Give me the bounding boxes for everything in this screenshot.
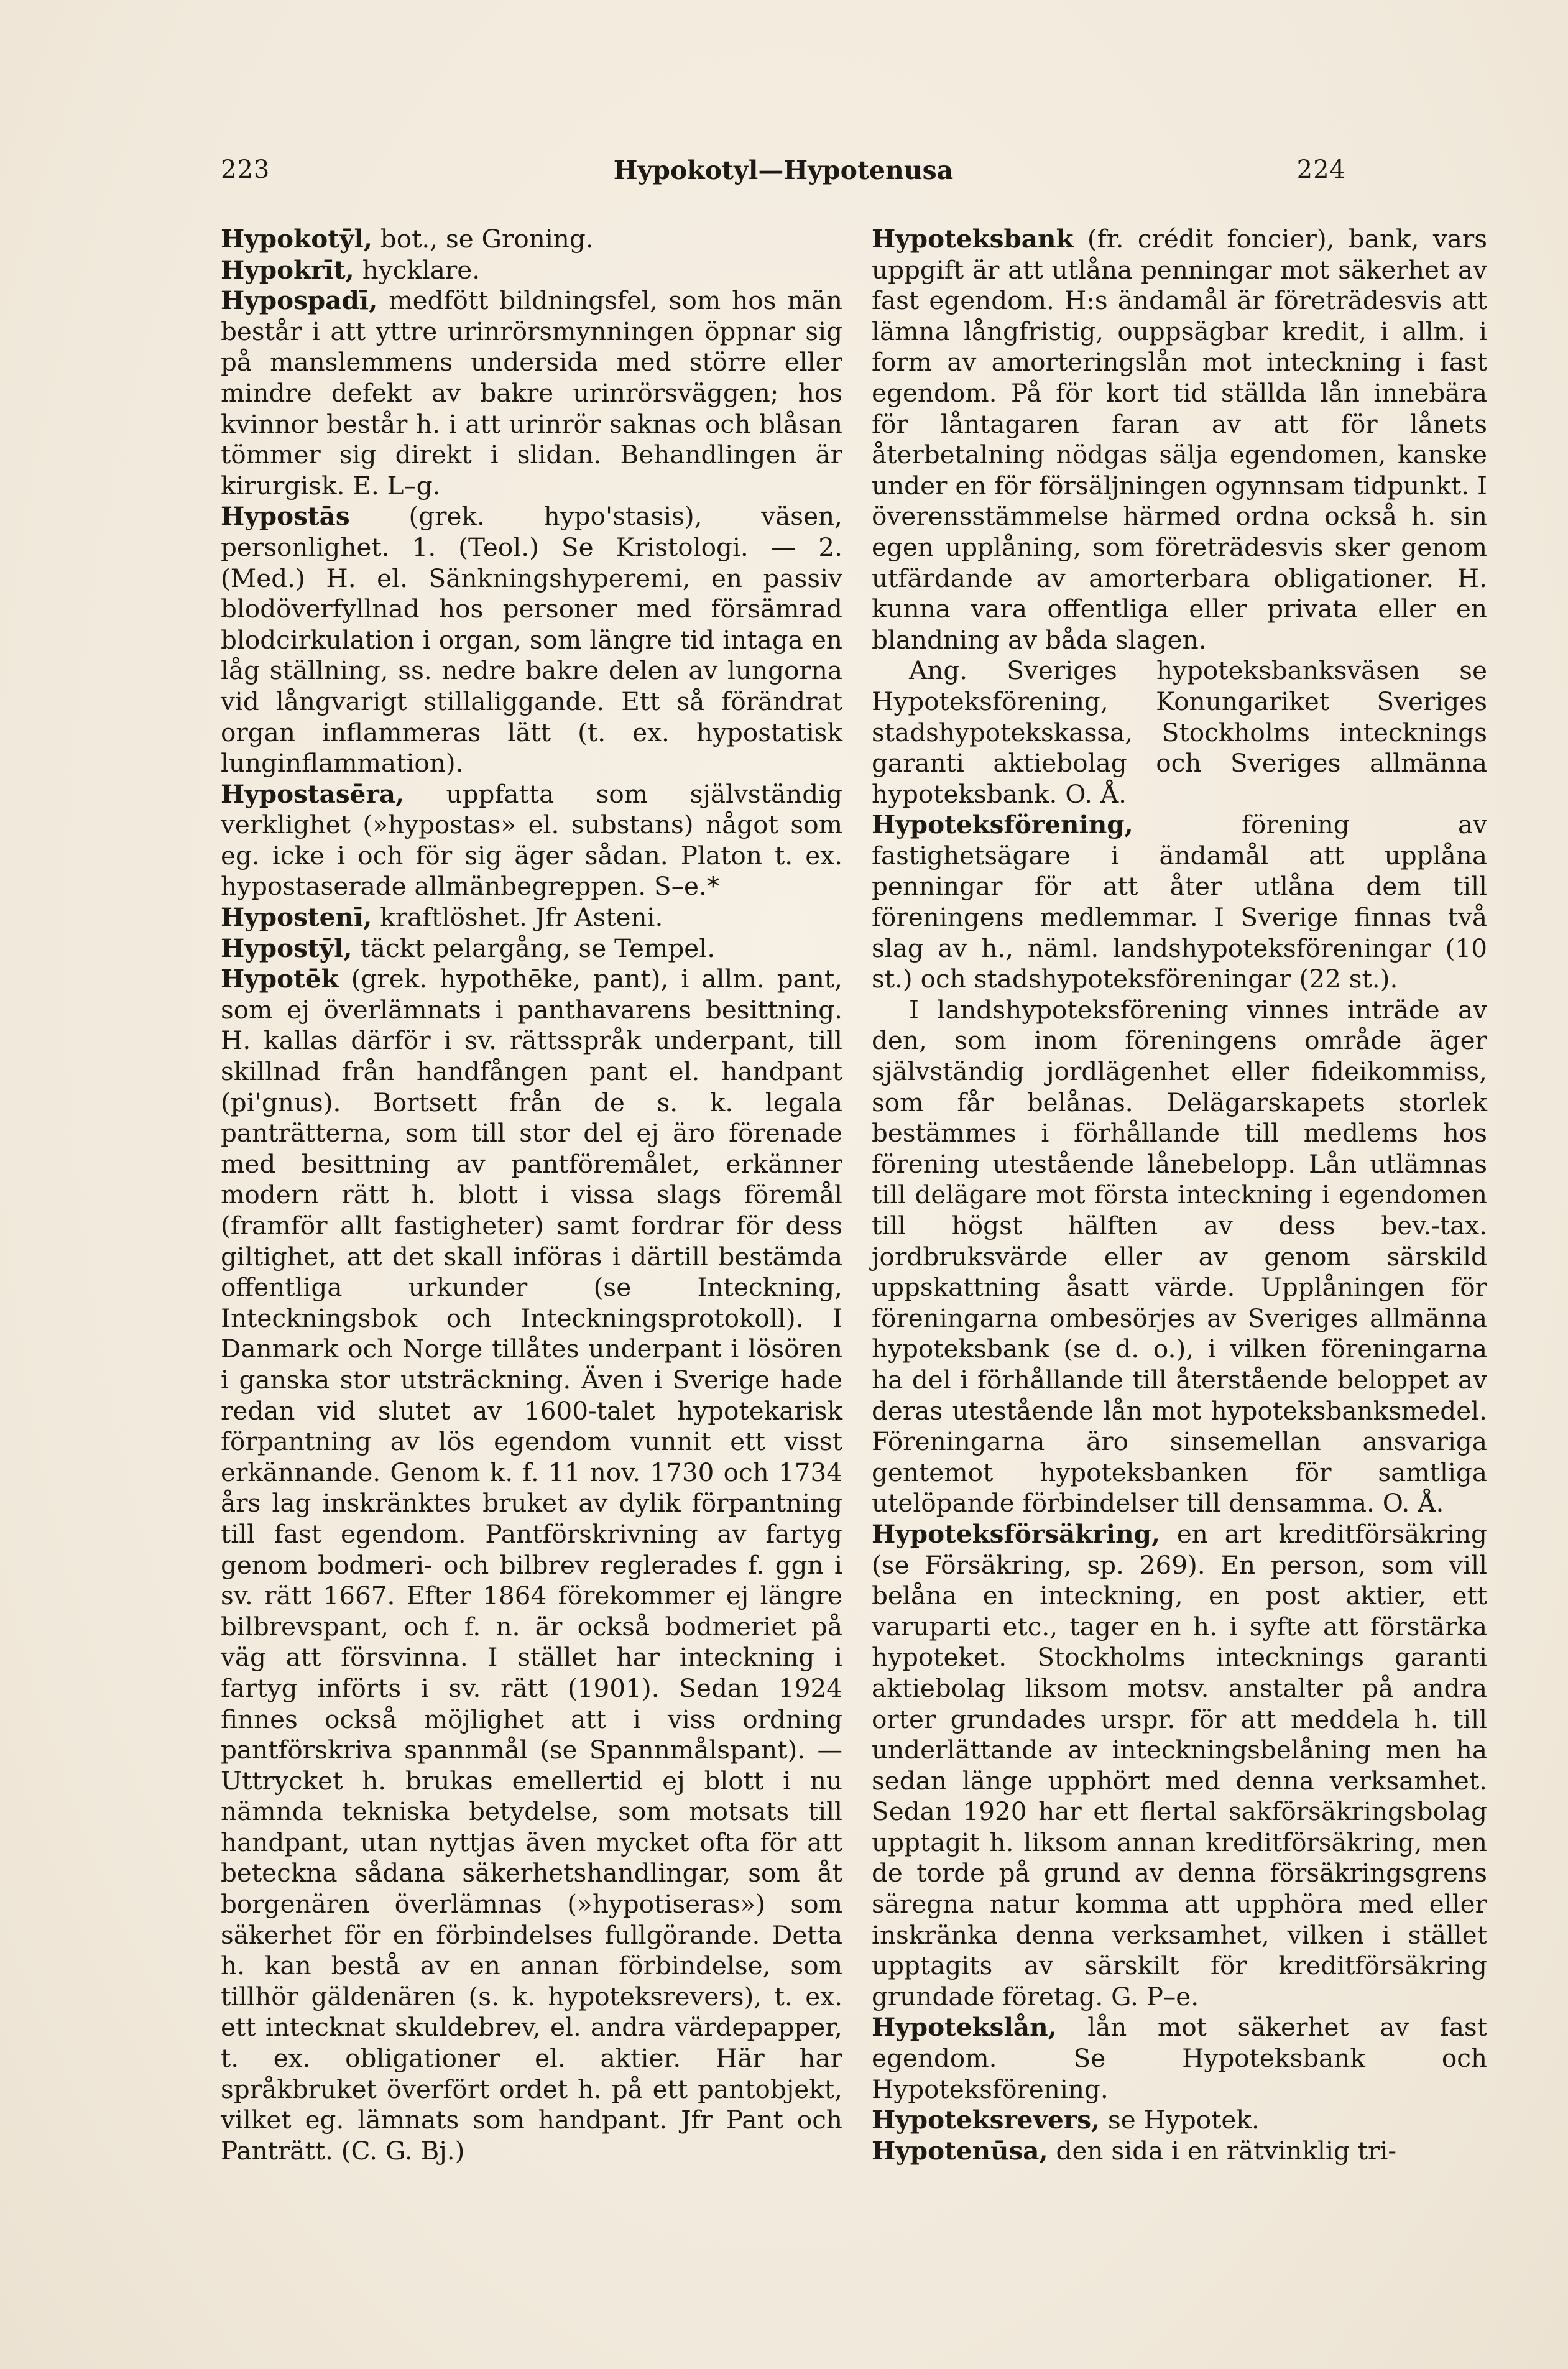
entry-hypokrit [221, 255, 842, 286]
entry-text: förening av fastighetsägare i ändamål att upplåna penningar för att åter utlåna dem till föreningens medlemmar. I Sverige finnas två slag av h., näml. landshypoteksföreningar (10 st.) och stadshypoteksföreningar (22 st.). [872, 810, 1487, 994]
right-column [872, 224, 1487, 2166]
headword: Hypoteksförsäkring, [872, 1518, 1160, 1549]
entry-hypoteksforening [872, 810, 1487, 995]
headword: Hypokrīt, [221, 254, 354, 285]
entry-text: en art kreditförsäkring (se Försäkring, sp. 269). En person, som vill belåna en inteckning, en post aktier, ett varuparti etc., tager en h. i syfte att förstärka hypoteket. Stockholms intecknings garanti aktiebolag liksom motsv. anstalter på andra orter grundades urspr. för att meddela h. till underlättande av inteckningsbelåning men ha sedan länge upphört med denna verksamhet. Sedan 1920 har ett flertal sakförsäkringsbolag upptagit h. liksom annan kreditförsäkring, men de torde på grund av denna försäkringsgrens säregna natur komma att upphöra med eller inskränka denna verksamhet, vilken i stället upptagits av särskilt för kreditförsäkring grundade företag. G. P–e. [872, 1518, 1487, 2011]
entry-hypostas [221, 501, 842, 778]
entry-text: (fr. crédit foncier), bank, vars uppgift är att utlåna penningar mot säkerhet av fast egendom. H:s ändamål är företrädesvis att lämna långfristig, ouppsägbar kredit, i allm. i form av amorteringslån mot inteckning i fast egendom. På för kort tid ställda lån innebära för låntagaren faran av att för lånets återbetalning nödgas sälja egendomen, kanske under en för försäljningen ogynnsam tidpunkt. I överensstämmelse härmed ordna också h. sin egen upplåning, som företrädesvis sker genom utfärdande av amorterbara obligationer. H. kunna vara offentliga eller privata eller en blandning av båda slagen. [872, 224, 1487, 655]
entry-hypoteksbank-continued [872, 655, 1487, 810]
entry-text: bot., se Groning. [372, 224, 594, 254]
headword: Hypotekslån, [872, 2012, 1057, 2043]
entry-hypostyl [221, 933, 842, 964]
left-column [221, 224, 842, 2166]
entry-text: Ang. Sveriges hypoteksbanksväsen se Hypoteksförening, Konungariket Sveriges stadshypotekskassa, Stockholms intecknings garanti aktiebolag och Sveriges allmänna hypoteksbank. O. Å. [872, 655, 1487, 809]
headword: Hypotenūsa, [872, 2135, 1048, 2166]
entry-hypoteksforsakring [872, 1519, 1487, 2013]
entry-hypotekslan [872, 2012, 1487, 2105]
entry-hypostení [221, 902, 842, 933]
headword: Hypoteksrevers, [872, 2105, 1100, 2135]
entry-text: (grek. hypothēke, pant), i allm. pant, som ej överlämnats i panthavarens besittning. H. kallas därför i sv. rättsspråk underpant, till skillnad från handfången pant el. handpant (pi'gnus). Bortsett från de s. k. legala panträtterna, som till stor del ej äro förenade med besittning av pantföremålet, erkänner modern rätt h. blott i vissa slags föremål (framför allt fastigheter) samt fordrar för dess giltighet, att det skall införas i därtill bestämda offentliga urkunder (se Inteckning, Inteckningsbok och Inteckningsprotokoll). I Danmark och Norge tillåtes underpant i lösören i ganska stor utsträckning. Även i Sverige hade redan vid slutet av 1600-talet hypotekarisk förpantning av lös egendom vunnit ett visst erkännande. Genom k. f. 11 nov. 1730 och 1734 års lag inskränktes bruket av dylik förpantning till fast egendom. Pantförskrivning av fartyg genom bodmeri- och bilbrev reglerades f. ggn i sv. rätt 1667. Efter 1864 förekommer ej längre bilbrevspant, och f. n. är också bodmeriet på väg att försvinna. I stället har inteckning i fartyg införts i sv. rätt (1901). Sedan 1924 finnes också möjlighet att i viss ordning pantförskriva spannmål (se Spannmålspant). — Uttrycket h. brukas emellertid ej blott i nu nämnda tekniska betydelse, som motsats till handpant, utan nyttjas även mycket ofta för att beteckna sådana säkerhetshandlingar, som åt borgenären överlämnas (»hypotiseras») som säkerhet för en förbindelses fullgörande. Detta h. kan bestå av en annan förbindelse, som tillhör gäldenären (s. k. hypoteksrevers), t. ex. ett intecknat skuldebrev, el. andra värdepapper, t. ex. obligationer el. aktier. Här har språkbruket överfört ordet h. på ett pantobjekt, vilket eg. lämnats som handpant. Jfr Pant och Panträtt. (C. G. Bj.) [221, 964, 842, 2166]
entry-hypoteksforening-continued [872, 995, 1487, 1519]
headword: Hypostās [221, 501, 350, 532]
entry-hypotenusa [872, 2136, 1487, 2167]
entry-text: medfött bildningsfel, som hos män består i att yttre urinrörsmynningen öppnar sig på manslemmens undersida med större eller mindre defekt av bakre urinrörsväggen; hos kvinnor består h. i att urinrör saknas och blåsan tömmer sig direkt i slidan. Behandlingen är kirurgisk. E. L–g. [221, 285, 842, 501]
entry-hypoteksbank [872, 224, 1487, 655]
running-title: Hypokotyl—Hypotenusa [613, 155, 954, 185]
entry-hypotek [221, 964, 842, 2166]
entry-text: I landshypoteksförening vinnes inträde av den, som inom föreningens område äger självständig jordlägenhet eller fideikommiss, som får belånas. Delägarskapets storlek bestämmes i förhållande till medlems hos förening utestående lånebelopp. Lån utlämnas till delägare mot första inteckning i egendomen till högst hälften av dess bev.-tax. jordbruksvärde eller av genom särskild uppskattning åsatt värde. Upplåningen för föreningarna ombesörjes av Sveriges allmänna hypoteksbank (se d. o.), i vilken föreningarna ha del i förhållande till återstående beloppet av deras utestående lån mot hypoteksbanksmedel. Föreningarna äro sinsemellan ansvariga gentemot hypoteksbanken för samtliga utelöpande förbindelser till densamma. O. Å. [872, 994, 1487, 1518]
entry-text: täckt pelargång, se Tempel. [352, 933, 716, 963]
entry-text: lån mot säkerhet av fast egendom. Se Hypoteksbank och Hypoteksförening. [872, 2012, 1487, 2104]
entry-hypostasera [221, 779, 842, 902]
entry-hypoteksrevers [872, 2105, 1487, 2136]
headword: Hypospadī, [221, 285, 378, 316]
entry-text: hycklare. [354, 254, 481, 285]
entry-text: se Hypotek. [1100, 2105, 1260, 2135]
headword: Hypotēk [221, 964, 339, 994]
entry-hypokotyl [221, 224, 842, 255]
headword: Hypoteksbank [872, 224, 1074, 254]
entry-text: kraftlöshet. Jfr Asteni. [372, 902, 663, 933]
headword: Hypokotȳl, [221, 224, 372, 254]
headword: Hypostasēra, [221, 778, 405, 809]
entry-text: den sida i en rätvinklig tri- [1048, 2135, 1397, 2166]
entry-hypospadi [221, 285, 842, 501]
entry-text: (grek. hypo'stasis), väsen, personlighet. 1. (Teol.) Se Kristologi. — 2. (Med.) H. el. Sänkningshyperemi, en passiv blodöverfyllnad hos personer med försämrad blodcirkulation i organ, som längre tid intaga en låg ställning, ss. nedre bakre delen av lungorna vid långvarigt stillaliggande. Ett så förändrat organ inflammeras lätt (t. ex. hypostatisk lunginflammation). [221, 501, 842, 778]
page-header [221, 155, 1346, 193]
entry-text: uppfatta som självständig verklighet (»hypostas» el. substans) något som eg. icke i och för sig äger sådan. Platon t. ex. hypostaserade allmänbegreppen. S–e.* [221, 778, 842, 902]
headword: Hypostenī, [221, 902, 372, 933]
page-number-left: 223 [221, 155, 270, 184]
headword: Hypoteksförening, [872, 810, 1133, 840]
headword: Hypostȳl, [221, 933, 353, 963]
page-number-right: 224 [1296, 155, 1346, 184]
